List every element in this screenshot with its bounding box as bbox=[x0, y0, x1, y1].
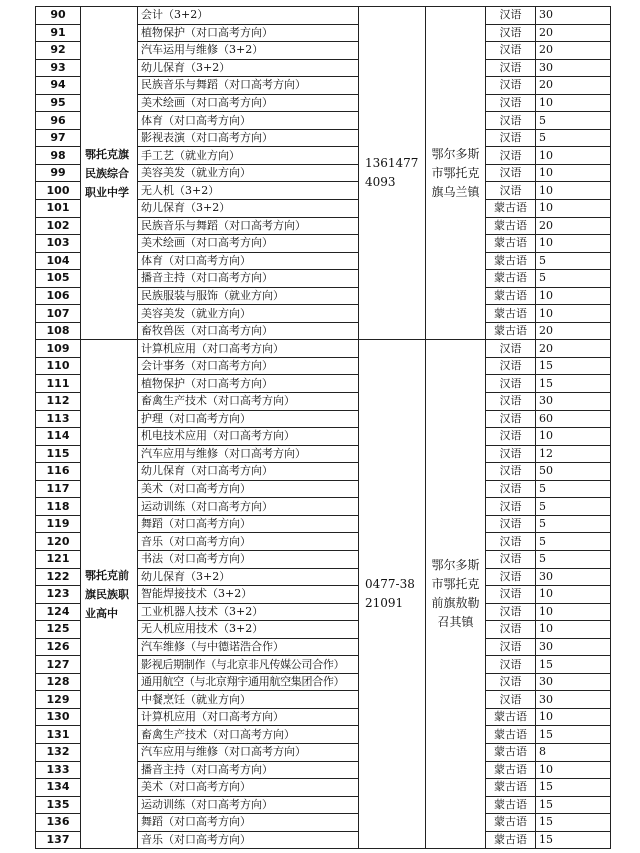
major-name: 汽车应用与维修（对口高考方向） bbox=[138, 743, 359, 761]
enrollment-quota: 10 bbox=[536, 94, 611, 112]
teaching-language: 汉语 bbox=[486, 164, 536, 182]
contact-phone: 13614774093 bbox=[359, 7, 426, 340]
major-name: 播音主持（对口高考方向） bbox=[138, 270, 359, 288]
enrollment-quota: 15 bbox=[536, 796, 611, 814]
teaching-language: 汉语 bbox=[486, 129, 536, 147]
teaching-language: 汉语 bbox=[486, 42, 536, 60]
row-number: 104 bbox=[36, 252, 81, 270]
enrollment-quota: 20 bbox=[536, 340, 611, 358]
major-name: 计算机应用（对口高考方向） bbox=[138, 708, 359, 726]
enrollment-quota: 5 bbox=[536, 129, 611, 147]
major-name: 播音主持（对口高考方向） bbox=[138, 761, 359, 779]
teaching-language: 汉语 bbox=[486, 59, 536, 77]
row-number: 137 bbox=[36, 831, 81, 849]
major-name: 舞蹈（对口高考方向） bbox=[138, 814, 359, 832]
major-name: 中餐烹饪（就业方向） bbox=[138, 691, 359, 709]
major-name: 舞蹈（对口高考方向） bbox=[138, 515, 359, 533]
teaching-language: 汉语 bbox=[486, 586, 536, 604]
row-number: 133 bbox=[36, 761, 81, 779]
major-name: 影视表演（对口高考方向） bbox=[138, 129, 359, 147]
row-number: 132 bbox=[36, 743, 81, 761]
teaching-language: 汉语 bbox=[486, 480, 536, 498]
major-name: 会计（3+2） bbox=[138, 7, 359, 25]
major-name: 手工艺（就业方向） bbox=[138, 147, 359, 165]
teaching-language: 汉语 bbox=[486, 112, 536, 130]
teaching-language: 蒙古语 bbox=[486, 287, 536, 305]
row-number: 134 bbox=[36, 779, 81, 797]
row-number: 95 bbox=[36, 94, 81, 112]
row-number: 124 bbox=[36, 603, 81, 621]
enrollment-quota: 50 bbox=[536, 463, 611, 481]
teaching-language: 汉语 bbox=[486, 428, 536, 446]
teaching-language: 蒙古语 bbox=[486, 322, 536, 340]
teaching-language: 汉语 bbox=[486, 393, 536, 411]
major-name: 美容美发（就业方向） bbox=[138, 305, 359, 323]
teaching-language: 蒙古语 bbox=[486, 708, 536, 726]
enrollment-quota: 10 bbox=[536, 428, 611, 446]
row-number: 127 bbox=[36, 656, 81, 674]
enrollment-quota: 15 bbox=[536, 726, 611, 744]
teaching-language: 汉语 bbox=[486, 515, 536, 533]
enrollment-quota: 30 bbox=[536, 638, 611, 656]
teaching-language: 蒙古语 bbox=[486, 779, 536, 797]
enrollment-quota: 5 bbox=[536, 112, 611, 130]
teaching-language: 蒙古语 bbox=[486, 270, 536, 288]
teaching-language: 汉语 bbox=[486, 603, 536, 621]
enrollment-quota: 20 bbox=[536, 217, 611, 235]
teaching-language: 汉语 bbox=[486, 691, 536, 709]
teaching-language: 汉语 bbox=[486, 357, 536, 375]
school-address: 鄂尔多斯市鄂托克旗乌兰镇 bbox=[426, 7, 486, 340]
row-number: 108 bbox=[36, 322, 81, 340]
major-name: 无人机（3+2） bbox=[138, 182, 359, 200]
major-name: 影视后期制作（与北京非凡传媒公司合作） bbox=[138, 656, 359, 674]
enrollment-quota: 15 bbox=[536, 656, 611, 674]
major-name: 护理（对口高考方向） bbox=[138, 410, 359, 428]
enrollment-quota: 10 bbox=[536, 586, 611, 604]
row-number: 91 bbox=[36, 24, 81, 42]
enrollment-quota: 10 bbox=[536, 200, 611, 218]
teaching-language: 汉语 bbox=[486, 7, 536, 25]
row-number: 102 bbox=[36, 217, 81, 235]
teaching-language: 蒙古语 bbox=[486, 726, 536, 744]
enrollment-quota: 5 bbox=[536, 252, 611, 270]
row-number: 112 bbox=[36, 393, 81, 411]
table-row bbox=[36, 340, 611, 358]
major-name: 智能焊接技术（3+2） bbox=[138, 586, 359, 604]
major-name: 体育（对口高考方向） bbox=[138, 112, 359, 130]
row-number: 118 bbox=[36, 498, 81, 516]
row-number: 97 bbox=[36, 129, 81, 147]
major-name: 畜牧兽医（对口高考方向） bbox=[138, 322, 359, 340]
major-name: 工业机器人技术（3+2） bbox=[138, 603, 359, 621]
enrollment-quota: 10 bbox=[536, 708, 611, 726]
major-name: 汽车运用与维修（3+2） bbox=[138, 42, 359, 60]
major-name: 汽车维修（与中德诺浩合作） bbox=[138, 638, 359, 656]
enrollment-quota: 5 bbox=[536, 498, 611, 516]
enrollment-quota: 15 bbox=[536, 831, 611, 849]
major-name: 机电技术应用（对口高考方向） bbox=[138, 428, 359, 446]
teaching-language: 蒙古语 bbox=[486, 796, 536, 814]
teaching-language: 汉语 bbox=[486, 638, 536, 656]
enrollment-quota: 15 bbox=[536, 357, 611, 375]
row-number: 120 bbox=[36, 533, 81, 551]
row-number: 129 bbox=[36, 691, 81, 709]
major-name: 音乐（对口高考方向） bbox=[138, 831, 359, 849]
teaching-language: 汉语 bbox=[486, 340, 536, 358]
teaching-language: 汉语 bbox=[486, 550, 536, 568]
major-name: 体育（对口高考方向） bbox=[138, 252, 359, 270]
row-number: 106 bbox=[36, 287, 81, 305]
major-name: 民族服装与服饰（就业方向） bbox=[138, 287, 359, 305]
row-number: 115 bbox=[36, 445, 81, 463]
enrollment-quota: 30 bbox=[536, 7, 611, 25]
enrollment-quota: 10 bbox=[536, 164, 611, 182]
teaching-language: 蒙古语 bbox=[486, 305, 536, 323]
row-number: 100 bbox=[36, 182, 81, 200]
major-name: 运动训练（对口高考方向） bbox=[138, 498, 359, 516]
major-name: 计算机应用（对口高考方向） bbox=[138, 340, 359, 358]
major-name: 幼儿保育（对口高考方向） bbox=[138, 463, 359, 481]
row-number: 96 bbox=[36, 112, 81, 130]
row-number: 105 bbox=[36, 270, 81, 288]
enrollment-quota: 10 bbox=[536, 235, 611, 253]
enrollment-quota: 20 bbox=[536, 77, 611, 95]
row-number: 92 bbox=[36, 42, 81, 60]
teaching-language: 汉语 bbox=[486, 568, 536, 586]
row-number: 131 bbox=[36, 726, 81, 744]
teaching-language: 汉语 bbox=[486, 673, 536, 691]
major-name: 书法（对口高考方向） bbox=[138, 550, 359, 568]
major-name: 汽车应用与维修（对口高考方向） bbox=[138, 445, 359, 463]
enrollment-quota: 30 bbox=[536, 59, 611, 77]
enrollment-quota: 15 bbox=[536, 814, 611, 832]
row-number: 90 bbox=[36, 7, 81, 25]
contact-phone: 0477-3821091 bbox=[359, 340, 426, 849]
major-name: 民族音乐与舞蹈（对口高考方向） bbox=[138, 217, 359, 235]
teaching-language: 汉语 bbox=[486, 656, 536, 674]
row-number: 93 bbox=[36, 59, 81, 77]
enrollment-quota: 8 bbox=[536, 743, 611, 761]
teaching-language: 汉语 bbox=[486, 375, 536, 393]
major-name: 运动训练（对口高考方向） bbox=[138, 796, 359, 814]
enrollment-quota: 10 bbox=[536, 182, 611, 200]
major-name: 幼儿保育（3+2） bbox=[138, 568, 359, 586]
enrollment-quota: 20 bbox=[536, 42, 611, 60]
enrollment-quota: 20 bbox=[536, 322, 611, 340]
teaching-language: 蒙古语 bbox=[486, 252, 536, 270]
teaching-language: 蒙古语 bbox=[486, 200, 536, 218]
teaching-language: 汉语 bbox=[486, 621, 536, 639]
teaching-language: 汉语 bbox=[486, 410, 536, 428]
enrollment-quota: 15 bbox=[536, 779, 611, 797]
row-number: 109 bbox=[36, 340, 81, 358]
major-name: 会计事务（对口高考方向） bbox=[138, 357, 359, 375]
teaching-language: 汉语 bbox=[486, 147, 536, 165]
row-number: 136 bbox=[36, 814, 81, 832]
enrollment-quota: 10 bbox=[536, 621, 611, 639]
teaching-language: 蒙古语 bbox=[486, 814, 536, 832]
enrollment-quota: 10 bbox=[536, 305, 611, 323]
enrollment-quota: 30 bbox=[536, 393, 611, 411]
admissions-table bbox=[35, 6, 611, 849]
enrollment-quota: 5 bbox=[536, 533, 611, 551]
enrollment-quota: 10 bbox=[536, 147, 611, 165]
row-number: 94 bbox=[36, 77, 81, 95]
teaching-language: 蒙古语 bbox=[486, 235, 536, 253]
major-name: 植物保护（对口高考方向） bbox=[138, 375, 359, 393]
major-name: 无人机应用技术（3+2） bbox=[138, 621, 359, 639]
enrollment-quota: 30 bbox=[536, 568, 611, 586]
teaching-language: 汉语 bbox=[486, 445, 536, 463]
major-name: 畜禽生产技术（对口高考方向） bbox=[138, 726, 359, 744]
enrollment-quota: 5 bbox=[536, 480, 611, 498]
teaching-language: 蒙古语 bbox=[486, 217, 536, 235]
teaching-language: 蒙古语 bbox=[486, 743, 536, 761]
row-number: 119 bbox=[36, 515, 81, 533]
enrollment-quota: 60 bbox=[536, 410, 611, 428]
enrollment-quota: 30 bbox=[536, 691, 611, 709]
major-name: 美容美发（就业方向） bbox=[138, 164, 359, 182]
school-name: 鄂托克旗民族综合职业中学 bbox=[81, 7, 138, 340]
school-address: 鄂尔多斯市鄂托克前旗敖勒召其镇 bbox=[426, 340, 486, 849]
major-name: 民族音乐与舞蹈（对口高考方向） bbox=[138, 77, 359, 95]
table-row bbox=[36, 7, 611, 25]
row-number: 135 bbox=[36, 796, 81, 814]
enrollment-quota: 5 bbox=[536, 270, 611, 288]
teaching-language: 汉语 bbox=[486, 533, 536, 551]
teaching-language: 汉语 bbox=[486, 463, 536, 481]
enrollment-quota: 12 bbox=[536, 445, 611, 463]
major-name: 畜禽生产技术（对口高考方向） bbox=[138, 393, 359, 411]
major-name: 音乐（对口高考方向） bbox=[138, 533, 359, 551]
enrollment-quota: 5 bbox=[536, 515, 611, 533]
row-number: 128 bbox=[36, 673, 81, 691]
row-number: 114 bbox=[36, 428, 81, 446]
row-number: 126 bbox=[36, 638, 81, 656]
row-number: 122 bbox=[36, 568, 81, 586]
teaching-language: 蒙古语 bbox=[486, 831, 536, 849]
row-number: 130 bbox=[36, 708, 81, 726]
major-name: 美术（对口高考方向） bbox=[138, 480, 359, 498]
enrollment-quota: 10 bbox=[536, 287, 611, 305]
major-name: 通用航空（与北京翔宇通用航空集团合作） bbox=[138, 673, 359, 691]
enrollment-quota: 15 bbox=[536, 375, 611, 393]
admissions-table-body bbox=[36, 7, 611, 849]
enrollment-quota: 20 bbox=[536, 24, 611, 42]
teaching-language: 蒙古语 bbox=[486, 761, 536, 779]
row-number: 121 bbox=[36, 550, 81, 568]
row-number: 98 bbox=[36, 147, 81, 165]
row-number: 111 bbox=[36, 375, 81, 393]
major-name: 美术（对口高考方向） bbox=[138, 779, 359, 797]
row-number: 123 bbox=[36, 586, 81, 604]
major-name: 美术绘画（对口高考方向） bbox=[138, 94, 359, 112]
major-name: 幼儿保育（3+2） bbox=[138, 59, 359, 77]
major-name: 植物保护（对口高考方向） bbox=[138, 24, 359, 42]
row-number: 125 bbox=[36, 621, 81, 639]
major-name: 美术绘画（对口高考方向） bbox=[138, 235, 359, 253]
teaching-language: 汉语 bbox=[486, 77, 536, 95]
row-number: 101 bbox=[36, 200, 81, 218]
row-number: 117 bbox=[36, 480, 81, 498]
enrollment-quota: 10 bbox=[536, 761, 611, 779]
teaching-language: 汉语 bbox=[486, 182, 536, 200]
teaching-language: 汉语 bbox=[486, 498, 536, 516]
enrollment-quota: 30 bbox=[536, 673, 611, 691]
teaching-language: 汉语 bbox=[486, 94, 536, 112]
row-number: 99 bbox=[36, 164, 81, 182]
row-number: 110 bbox=[36, 357, 81, 375]
teaching-language: 汉语 bbox=[486, 24, 536, 42]
row-number: 113 bbox=[36, 410, 81, 428]
row-number: 103 bbox=[36, 235, 81, 253]
row-number: 107 bbox=[36, 305, 81, 323]
major-name: 幼儿保育（3+2） bbox=[138, 200, 359, 218]
enrollment-quota: 5 bbox=[536, 550, 611, 568]
row-number: 116 bbox=[36, 463, 81, 481]
school-name: 鄂托克前旗民族职业高中 bbox=[81, 340, 138, 849]
enrollment-quota: 10 bbox=[536, 603, 611, 621]
